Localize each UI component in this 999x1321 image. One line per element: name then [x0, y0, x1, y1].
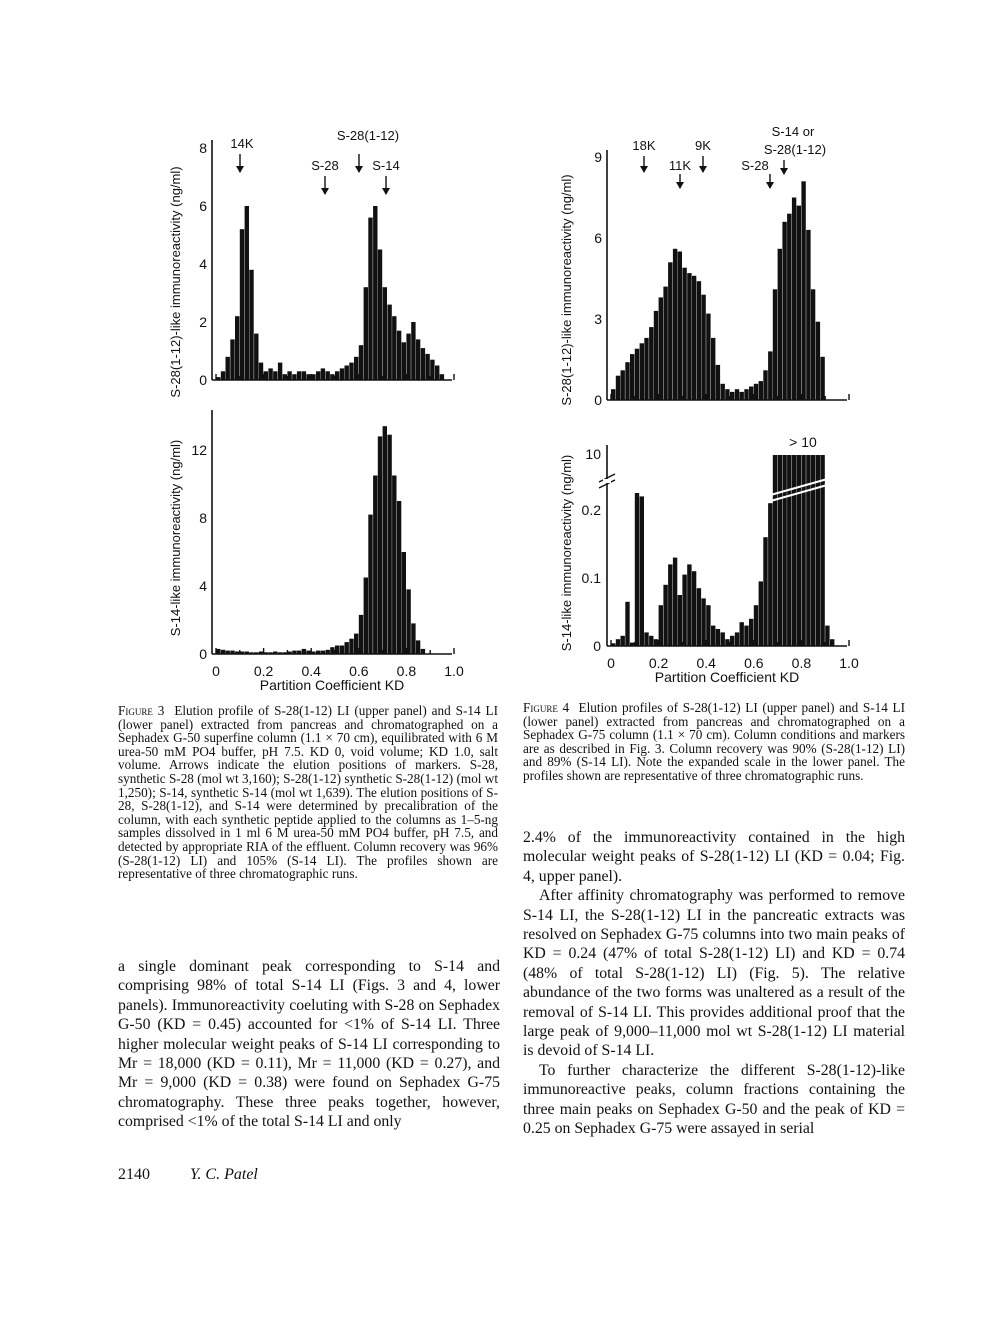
arrow-head-icon [321, 188, 329, 195]
chart-bar [749, 619, 753, 646]
fig3-lower-ytick: 12 [191, 442, 207, 458]
chart-bar [259, 363, 263, 380]
marker-18k: 18K [632, 138, 656, 153]
marker-s28: S-28 [311, 158, 339, 173]
chart-bar [287, 371, 291, 380]
x-tick-label: 0.8 [396, 663, 417, 679]
chart-bar [378, 250, 382, 381]
arrow-head-icon [766, 182, 774, 189]
chart-bar [302, 649, 306, 654]
chart-bar [411, 623, 415, 654]
chart-bar [221, 371, 225, 380]
chart-bar [706, 314, 710, 400]
chart-bar [292, 651, 296, 654]
chart-bar [616, 376, 620, 400]
chart-bar [635, 349, 639, 400]
fig4-upper-ytick: 3 [594, 311, 602, 327]
figure-3-caption [118, 704, 498, 881]
figure-3 [150, 110, 490, 700]
chart-bar [387, 305, 391, 380]
chart-bar [768, 503, 772, 646]
chart-bar [735, 632, 739, 646]
chart-bar [254, 652, 258, 654]
chart-bar [721, 632, 725, 646]
marker-11k: 11K [668, 158, 692, 173]
chart-bar [340, 368, 344, 380]
chart-bar [816, 455, 820, 646]
chart-bar [735, 389, 739, 400]
chart-bar [216, 377, 220, 380]
chart-bar [635, 493, 639, 646]
marker-s28: S-28 [741, 158, 769, 173]
chart-bar [383, 287, 387, 380]
chart-bar [425, 354, 429, 380]
marker-9k: 9K [695, 138, 711, 153]
chart-bar [240, 229, 244, 380]
chart-bar [326, 650, 330, 654]
chart-bar [640, 496, 644, 646]
chart-bar [820, 357, 824, 400]
chart-bar [782, 455, 786, 646]
x-tick-label: 1.0 [444, 663, 464, 679]
fig3-upper-ytick: 0 [199, 372, 207, 388]
chart-bar [763, 370, 767, 400]
fig3-upper-ytick: 4 [199, 256, 207, 272]
chart-bar [659, 605, 663, 646]
fig4-lower-ytick: 0.2 [581, 502, 601, 518]
chart-bar [711, 626, 715, 646]
chart-bar [787, 455, 791, 646]
chart-bar [292, 374, 296, 380]
marker-s28-1-12: S-28(1-12) [763, 142, 827, 157]
chart-bar [230, 339, 234, 380]
chart-bar [711, 338, 715, 400]
chart-bar [397, 331, 401, 380]
chart-bar [264, 652, 268, 654]
marker-s14: S-14 [372, 158, 400, 173]
chart-bar [749, 387, 753, 401]
fig3-lower-ytick: 0 [199, 646, 207, 662]
chart-bar [278, 363, 282, 380]
chart-bar [725, 389, 729, 400]
chart-bar [340, 646, 344, 655]
chart-bar [368, 218, 372, 380]
chart-bar [249, 652, 253, 654]
arrow-head-icon [382, 188, 390, 195]
chart-bar [392, 476, 396, 655]
chart-bar [273, 652, 277, 655]
chart-bar [330, 374, 334, 380]
chart-bar [311, 374, 315, 380]
fig4-lower-ylabel: S-14-like immunoreactivity (ng/ml) [559, 454, 574, 652]
chart-bar [349, 639, 353, 654]
fig3-lower-ytick: 4 [199, 578, 207, 594]
chart-bar [226, 651, 230, 654]
chart-bar [345, 642, 349, 654]
chart-bar [682, 268, 686, 400]
chart-bar [730, 392, 734, 400]
chart-bar [621, 370, 625, 400]
chart-bar [644, 632, 648, 646]
chart-bar [792, 455, 796, 646]
chart-bar [716, 365, 720, 400]
chart-bar [744, 389, 748, 400]
chart-bar [730, 636, 734, 646]
chart-bar [306, 374, 310, 380]
x-tick-label: 0.2 [253, 663, 274, 679]
chart-bar [754, 605, 758, 646]
chart-bar [321, 651, 325, 654]
chart-bar [773, 289, 777, 400]
chart-bar [725, 639, 729, 646]
x-tick-label: 0.2 [648, 655, 669, 671]
fig3-upper-ytick: 6 [199, 198, 207, 214]
marker-s14-or: S-14 or [771, 124, 815, 139]
overflow-label: > 10 [789, 434, 817, 450]
running-author: Y. C. Patel [190, 1166, 258, 1183]
chart-bar [787, 214, 791, 400]
fig3-upper-ytick: 2 [199, 314, 207, 330]
chart-bar [697, 281, 701, 400]
chart-bar [759, 381, 763, 400]
chart-bar [797, 206, 801, 400]
caption-label: Figure 3 [118, 703, 165, 718]
chart-bar [678, 595, 682, 646]
chart-bar [387, 435, 391, 654]
chart-bar [692, 276, 696, 400]
body-paragraph: To further characterize the different S-28(1-12)-like immunoreactive peaks, column fractions containing the three main peaks on Sephadex G-50 and the peak of KD = 0.25 on Sephadex G-75 were assayed in serial [523, 1061, 905, 1138]
chart-bar [345, 366, 349, 381]
chart-bar [740, 622, 744, 646]
chart-bar [763, 537, 767, 646]
chart-bar [659, 297, 663, 400]
chart-bar [811, 289, 815, 400]
chart-bar [644, 338, 648, 400]
fig3-lower-panel [191, 410, 464, 693]
fig3-upper-ytick: 8 [199, 140, 207, 156]
chart-bar [630, 643, 634, 646]
chart-bar [287, 652, 291, 655]
chart-bar [406, 589, 410, 654]
chart-bar [349, 363, 353, 380]
x-tick-label: 0 [607, 655, 615, 671]
chart-bar [716, 629, 720, 646]
page-number: 2140 [118, 1166, 150, 1183]
chart-bar [235, 652, 239, 655]
chart-bar [654, 639, 658, 646]
chart-bar [663, 585, 667, 646]
chart-bar [397, 501, 401, 654]
chart-bar [792, 198, 796, 401]
chart-bar [326, 371, 330, 380]
fig4-lower-ytick: 0 [593, 638, 601, 654]
chart-bar [692, 571, 696, 646]
chart-bar [825, 626, 829, 646]
chart-bar [801, 181, 805, 400]
chart-bar [649, 636, 653, 646]
chart-bar [830, 639, 834, 646]
arrow-head-icon [676, 182, 684, 189]
chart-bar [778, 249, 782, 400]
chart-bar [621, 636, 625, 646]
chart-bar [368, 515, 372, 654]
body-paragraph: 2.4% of the immunoreactivity contained in the high molecular weight peaks of S-28(1-12) LI (KD = 0.04; Fig. 4, upper panel). [523, 829, 905, 885]
x-tick-label: 0.8 [791, 655, 812, 671]
chart-bar [440, 374, 444, 380]
chart-bar [402, 552, 406, 654]
chart-bar [411, 322, 415, 380]
chart-bar [316, 651, 320, 654]
chart-bar [416, 640, 420, 654]
chart-bar [654, 311, 658, 400]
chart-bar [359, 345, 363, 380]
chart-bar [373, 206, 377, 380]
chart-bar [283, 374, 287, 380]
fig4-xlabel: Partition Coefficient KD [654, 669, 800, 685]
chart-bar [640, 343, 644, 400]
chart-bar [273, 371, 277, 380]
chart-bar [235, 316, 239, 380]
chart-bar [406, 334, 410, 380]
chart-bar [697, 588, 701, 646]
chart-bar [392, 316, 396, 380]
chart-bar [744, 626, 748, 646]
chart-bar [721, 384, 725, 400]
chart-bar [673, 249, 677, 400]
chart-bar [754, 384, 758, 400]
arrow-head-icon [236, 166, 244, 173]
chart-bar [816, 322, 820, 400]
chart-bar [221, 650, 225, 654]
chart-bar [706, 605, 710, 646]
chart-bar [373, 476, 377, 655]
body-column-right [523, 828, 905, 1139]
arrow-head-icon [355, 166, 363, 173]
body-paragraph: a single dominant peak corresponding to S-14 and comprising 98% of total S-14 LI (Figs. 3 and 4, lower panels). Immunoreactivity coeluting with S-28 on Sephadex G-50 (KD = 0.45) accounted for <1% of S-14 LI. Three higher molecular weight peaks of S-14 LI corresponding to Mr = 18,000 (KD = 0.11), Mr = 11,000 (KD = 0.27), and Mr = 9,000 (KD = 0.38) were found on Sephadex G-75 chromatography. These three peaks together, however, comprised <1% of the total S-14 LI and only [118, 958, 500, 1131]
chart-bar [611, 643, 615, 646]
chart-bar [625, 602, 629, 646]
x-tick-label: 0.4 [301, 663, 321, 679]
fig4-upper-panel [594, 124, 849, 408]
chart-bar [245, 206, 249, 380]
x-tick-label: 0.6 [349, 663, 369, 679]
figure-4 [545, 110, 885, 700]
chart-bar [421, 649, 425, 654]
body-column-left [118, 957, 500, 1132]
chart-bar [668, 564, 672, 646]
fig4-upper-ytick: 9 [594, 149, 602, 165]
chart-bar [678, 252, 682, 401]
chart-bar [416, 339, 420, 380]
arrow-head-icon [780, 168, 788, 175]
chart-bar [226, 357, 230, 380]
chart-bar [254, 334, 258, 380]
chart-bar [302, 371, 306, 380]
chart-bar [820, 455, 824, 646]
caption-text: Elution profile of S-28(1-12) LI (upper panel) and S-14 LI (lower panel) extracted from pancreas and chromatographed on a Sephadex G-50 superfine column (1.1 × 70 cm), equilibrated with 6 M urea-50 mM PO4 buffer, pH 7.5. KD 0, void volume; KD 1.0, salt volume. Arrows indicate the elution positions of markers. S-28, synthetic S-28 (mol wt 3,160); S-28(1-12) synthetic S-28(1-12) (mol wt 1,250); S-14, synthetic S-14 (mol wt 1,639). The elution positions of S-28, S-28(1-12), and S-14 were determined by precalibration of the column, with each synthetic peptide applied to the columns as 1–5-ng samples dissolved in 1 ml 6 M urea-50 mM PO4 buffer, pH 7.5, and detected by appropriate RIA of the effluent. Column recovery was 96% (S-28(1-12) LI) and 105% (S-14 LI). The profiles shown are representative of three chromatographic runs. [118, 703, 498, 882]
x-tick-label: 0.4 [696, 655, 716, 671]
chart-bar [611, 389, 615, 400]
fig4-lower-panel [582, 434, 859, 685]
chart-bar [311, 652, 315, 655]
chart-bar [649, 327, 653, 400]
chart-bar [249, 270, 253, 380]
chart-bar [245, 652, 249, 655]
chart-bar [759, 581, 763, 646]
fig3-upper-panel [199, 128, 454, 388]
chart-bar [682, 575, 686, 646]
fig4-upper-ytick: 0 [594, 392, 602, 408]
chart-bar [687, 564, 691, 646]
chart-bar [383, 426, 387, 654]
fig4-upper-ytick: 6 [594, 230, 602, 246]
fig4-upper-ylabel: S-28(1-12)-like immunoreactivity (ng/ml) [559, 174, 574, 406]
fig4-lower-ytick: 10 [585, 446, 601, 462]
chart-bar [778, 455, 782, 646]
fig3-xlabel: Partition Coefficient KD [259, 677, 405, 693]
arrow-head-icon [699, 166, 707, 173]
chart-bar [768, 351, 772, 400]
chart-bar [297, 371, 301, 380]
chart-bar [268, 652, 272, 654]
chart-bar [430, 360, 434, 380]
chart-bar [335, 646, 339, 655]
chart-bar [364, 578, 368, 655]
marker-14k: 14K [230, 136, 254, 151]
arrow-head-icon [640, 166, 648, 173]
fig3-lower-ylabel: S-14-like immunoreactivity (ng/ml) [168, 439, 183, 637]
chart-bar [402, 342, 406, 380]
x-tick-label: 0 [212, 663, 220, 679]
chart-bar [230, 651, 234, 654]
caption-label: Figure 4 [523, 700, 570, 715]
chart-bar [378, 436, 382, 654]
chart-bar [673, 558, 677, 646]
chart-bar [278, 652, 282, 654]
chart-bar [335, 371, 339, 380]
chart-bar [268, 368, 272, 380]
chart-bar [773, 455, 777, 646]
chart-bar [625, 362, 629, 400]
chart-bar [616, 639, 620, 646]
fig4-lower-ytick: 0.1 [581, 570, 601, 586]
chart-bar [306, 651, 310, 654]
chart-bar [421, 348, 425, 380]
x-tick-label: 1.0 [839, 655, 859, 671]
chart-bar [240, 652, 244, 655]
chart-bar [264, 371, 268, 380]
chart-bar [297, 651, 301, 654]
x-tick-label: 0.6 [744, 655, 764, 671]
chart-bar [321, 368, 325, 380]
chart-bar [701, 598, 705, 646]
chart-bar [630, 354, 634, 400]
marker-s28-1-12: S-28(1-12) [336, 128, 400, 143]
fig3-upper-ylabel: S-28(1-12)-like immunoreactivity (ng/ml) [168, 166, 183, 398]
chart-bar [687, 273, 691, 400]
chart-bar [364, 287, 368, 380]
chart-bar [782, 222, 786, 400]
chart-bar [797, 455, 801, 646]
chart-bar [259, 652, 263, 655]
chart-bar [316, 371, 320, 380]
chart-bar [668, 262, 672, 400]
chart-bar [801, 455, 805, 646]
fig3-lower-ytick: 8 [199, 510, 207, 526]
chart-bar [806, 230, 810, 400]
chart-bar [330, 647, 334, 654]
chart-bar [216, 649, 220, 654]
chart-bar [283, 652, 287, 654]
chart-bar [663, 287, 667, 400]
chart-bar [740, 392, 744, 400]
chart-bar [354, 357, 358, 380]
chart-bar [359, 615, 363, 654]
chart-bar [435, 366, 439, 381]
chart-bar [354, 634, 358, 654]
chart-bar [701, 295, 705, 400]
figure-4-caption [523, 701, 905, 783]
body-paragraph: After affinity chromatography was performed to remove S-14 LI, the S-28(1-12) LI in the pancreatic extracts was resolved on Sephadex G-75 columns into two main peaks of KD = 0.24 (47% of total S-28(1-12) LI) and KD = 0.74 (48% of total S-28(1-12) LI) (Fig. 5). The relative abundance of the two forms was unaltered as a result of the removal of S-14 LI. This provides additional proof that the large peak of 9,000–11,000 mol wt S-28(1-12) LI material is devoid of S-14 LI. [523, 887, 905, 1060]
caption-text: Elution profiles of S-28(1-12) LI (upper panel) and S-14 LI (lower panel) extracted from pancreas and chromatographed on a Sephadex G-75 column (1.1 × 70 cm). Column conditions and markers are as described in Fig. 3. Column recovery was 90% (S-28(1-12) LI) and 89% (S-14 LI). Note the expanded scale in the lower panel. The profiles shown are representative of three chromatographic runs. [523, 700, 905, 783]
